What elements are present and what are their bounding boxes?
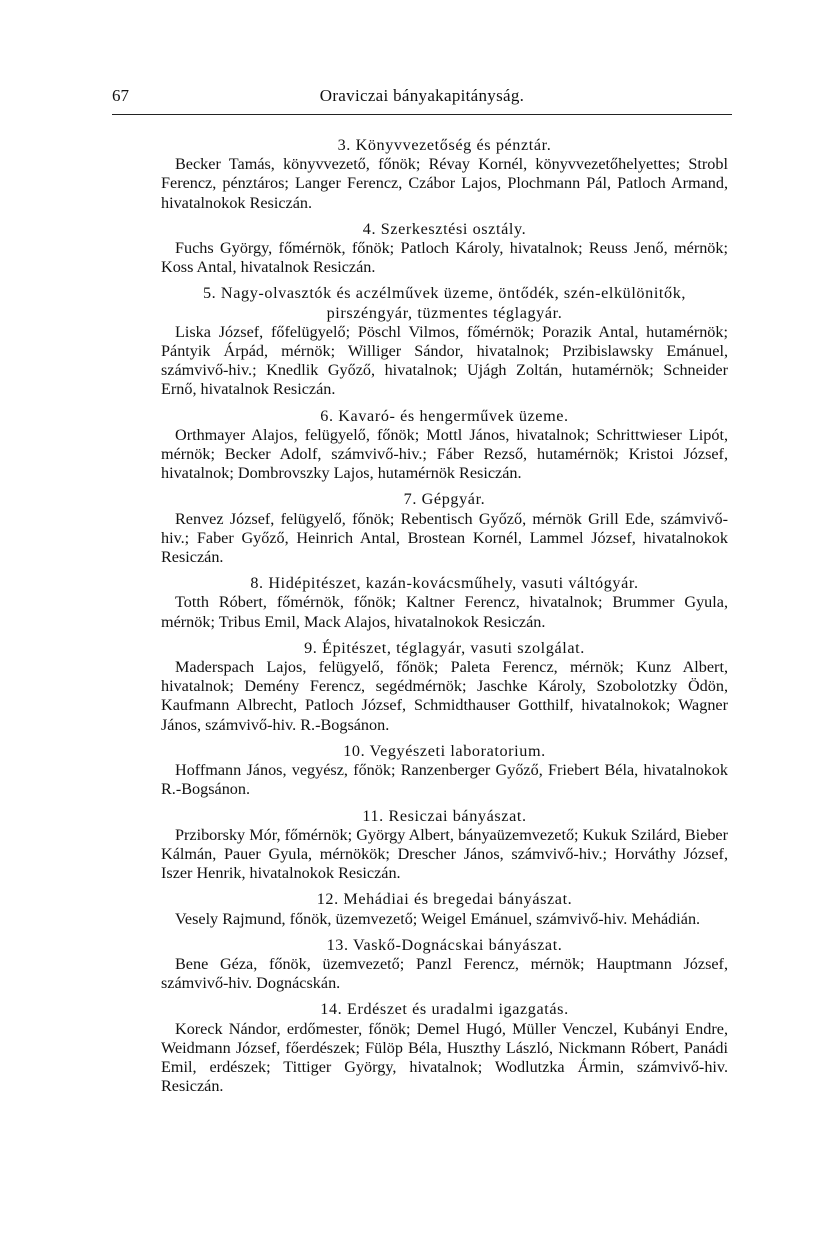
page-header <box>112 86 732 112</box>
section-6 <box>161 407 728 484</box>
section-text: Fuchs György, főmérnök, főnök; Patloch Károly, hivatalnok; Reuss Jenő, mérnök; Koss Antal, hivatalnok Resiczán. <box>161 239 728 277</box>
header-rule <box>112 114 732 115</box>
section-text: Hoffmann János, vegyész, főnök; Ranzenberger Győző, Friebert Béla, hivatalnokok R.-Bogsánon. <box>161 761 728 799</box>
section-text: Renvez József, felügyelő, főnök; Rebentisch Győző, mérnök Grill Ede, számvivő-hiv.; Faber Győző, Heinrich Antal, Brostean Kornél, Lammel József, hivatalnokok Resiczán. <box>161 509 728 567</box>
section-8 <box>161 574 728 632</box>
section-title: 12. Mehádiai és bregedai bányászat. <box>316 890 573 909</box>
section-text: Liska József, főfelügyelő; Pöschl Vilmos, főmérnök; Porazik Antal, hutamérnök; Pántyik Árpád, mérnök; Williger Sándor, hivatalnok; Przibislawsky Emánuel, számvivő-hiv.; Knedlik Győző, hivatalnok; Ujágh Zoltán, hutamérnök; Schneider Ernő, hivatalnok Resiczán. <box>161 322 728 399</box>
section-title: 9. Épitészet, téglagyár, vasuti szolgálat. <box>304 638 585 657</box>
section-text: Prziborsky Mór, főmérnök; György Albert, bányaüzemvezető; Kukuk Szilárd, Bieber Kálmán, Pauer Gyula, mérnökök; Drescher János, számvivő-hiv.; Horváthy József, Iszer Henrik, hivatalnokok Resiczán. <box>161 825 728 883</box>
section-11 <box>161 807 728 884</box>
section-title: 8. Hidépitészet, kazán-kovácsműhely, vasuti váltógyár. <box>250 574 639 593</box>
section-text: Koreck Nándor, erdőmester, főnök; Demel Hugó, Müller Venczel, Kubányi Endre, Weidmann József, főerdészek; Fülöp Béla, Huszthy László, Nickmann Róbert, Panádi Emil, erdészek; Tittiger György, hivatalnok; Wodlutzka Ármin, számvivő-hiv. Resiczán. <box>161 1019 728 1096</box>
section-text: Becker Tamás, könyvvezető, főnök; Révay Kornél, könyvvezetőhelyettes; Strobl Ferencz, pénztáros; Langer Ferencz, Czábor Lajos, Plochmann Pál, Patloch Armand, hivatalnokok Resiczán. <box>161 155 728 212</box>
section-text: Maderspach Lajos, felügyelő, főnök; Paleta Ferencz, mérnök; Kunz Albert, hivatalnok; Demény Ferencz, segédmérnök; Jaschke Károly, Szobolotzky Ödön, Kaufmann Albrecht, Patloch József, Schmidthauser Gotthilf, hivatalnokok; Wagner János, számvivő-hiv. R.-Bogsánon. <box>161 658 728 734</box>
section-title: 14. Erdészet és uradalmi igazgatás. <box>320 1000 569 1019</box>
section-3 <box>161 136 728 213</box>
section-title: 5. Nagy-olvasztók és aczélművek üzeme, öntődék, szén-elkülönitők, pirszéngyár, tüzmentes téglagyár. <box>202 284 687 322</box>
section-title: 11. Resiczai bányászat. <box>362 806 527 825</box>
section-title: 10. Vegyészeti laboratorium. <box>343 741 546 760</box>
document-body <box>161 136 728 1103</box>
section-9 <box>161 639 728 735</box>
section-text: Orthmayer Alajos, felügyelő, főnök; Mottl János, hivatalnok; Schrittwieser Lipót, mérnök; Becker Adolf, számvivő-hiv.; Fáber Rezső, hutamérnök; Kristoi József, hivatalnok; Dombrovszky Lajos, hutamérnök Resiczán. <box>161 425 728 483</box>
section-title: 13. Vaskő-Dognácskai bányászat. <box>326 935 563 954</box>
section-text: Totth Róbert, főmérnök, főnök; Kaltner Ferencz, hivatalnok; Brummer Gyula, mérnök; Tribus Emil, Mack Alajos, hivatalnokok Resiczán. <box>161 593 728 631</box>
section-title: 6. Kavaró- és hengerművek üzeme. <box>320 406 569 425</box>
section-13 <box>161 936 728 994</box>
section-title: 3. Könyvvezetőség és pénztár. <box>337 136 552 154</box>
section-10 <box>161 742 728 800</box>
running-title: Oraviczai bányakapitányság. <box>319 86 525 105</box>
section-text: Vesely Rajmund, főnök, üzemvezető; Weigel Emánuel, számvivő-hiv. Mehádián. <box>175 909 701 928</box>
section-4 <box>161 220 728 278</box>
page-number: 67 <box>112 86 129 105</box>
section-7 <box>161 490 728 567</box>
section-title: 4. Szerkesztési osztály. <box>362 219 527 238</box>
section-14 <box>161 1000 728 1096</box>
section-text: Bene Géza, főnök, üzemvezető; Panzl Ferencz, mérnök; Hauptmann József, számvivő-hiv. Dognácskán. <box>161 954 728 993</box>
section-title: 7. Gépgyár. <box>403 490 486 509</box>
section-5 <box>161 284 728 399</box>
section-12 <box>161 890 728 928</box>
